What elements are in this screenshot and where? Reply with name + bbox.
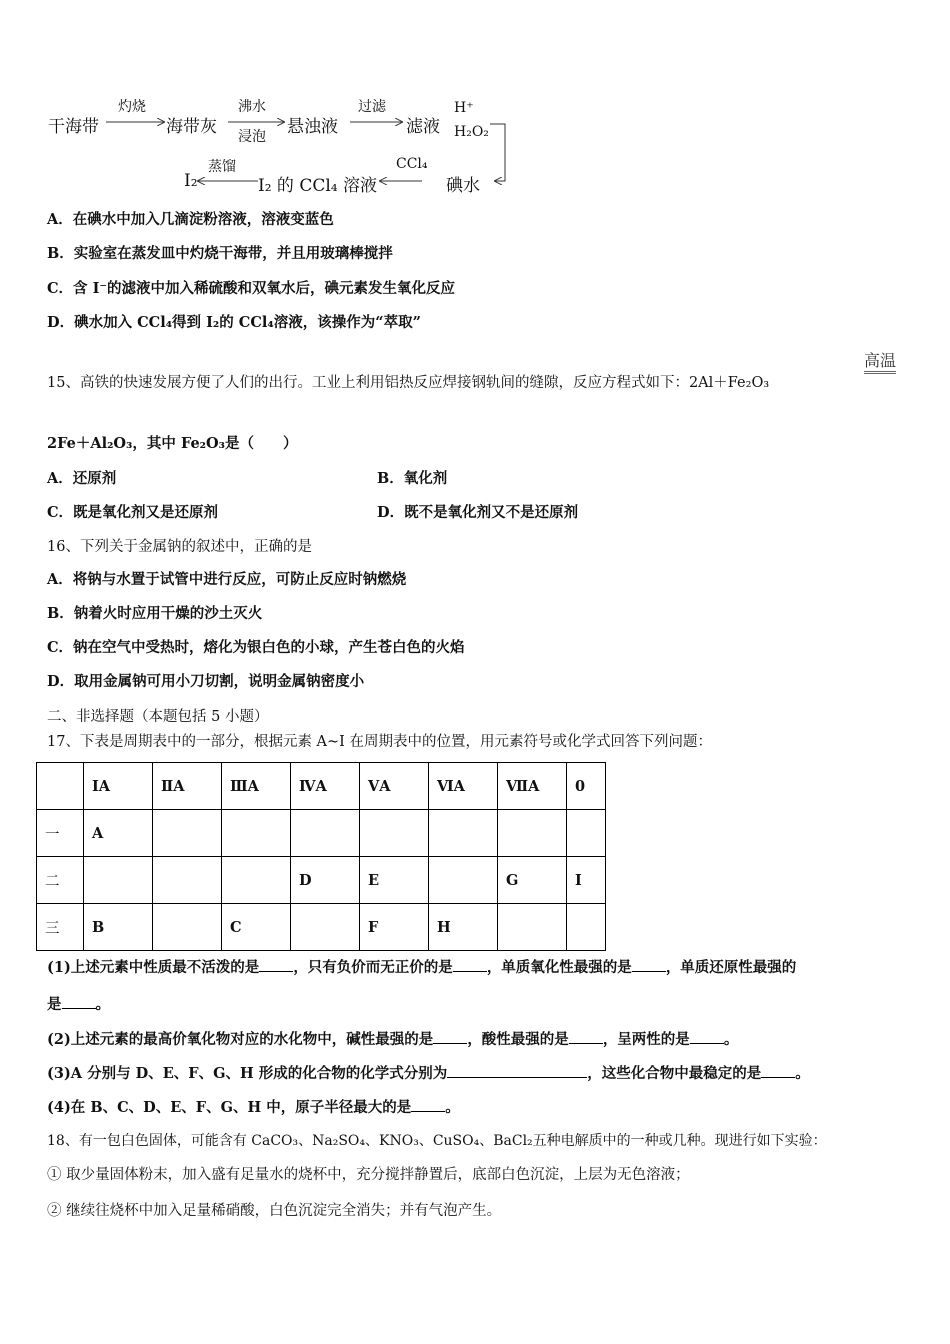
- period-label: 三: [37, 904, 84, 951]
- table-row: [37, 904, 606, 951]
- q14-option-d: D．碘水加入 CCl₄得到 I₂的 CCl₄溶液，该操作为“萃取”: [47, 314, 421, 331]
- section-heading: 二、非选择题（本题包括 5 小题）: [47, 709, 269, 725]
- q17-part-1: [47, 957, 796, 978]
- node-iodine-ccl4-solution: I₂ 的 CCl₄ 溶液: [258, 176, 378, 196]
- node-suspension: 悬浊液: [287, 117, 338, 137]
- answer-blank[interactable]: [632, 957, 666, 972]
- q15-stem: 15、高铁的快速发展方便了人们的出行。工业上利用铝热反应焊接钢轨间的缝隙，反应方程式如下：2Al＋Fe₂O₃: [47, 375, 770, 391]
- table-cell: D: [291, 857, 360, 904]
- table-cell: [291, 904, 360, 951]
- q16-stem: 16、下列关于金属钠的叙述中，正确的是: [47, 539, 312, 555]
- q15-option-c: C．既是氧化剂又是还原剂: [47, 504, 219, 521]
- step-ccl4: CCl₄: [396, 156, 428, 172]
- q17-part-2: [47, 1029, 738, 1050]
- q15-option-d: D．既不是氧化剂又不是还原剂: [377, 504, 579, 521]
- table-header-cell: ⅡA: [153, 763, 222, 810]
- table-cell: [360, 810, 429, 857]
- answer-blank[interactable]: [259, 957, 293, 972]
- q17-p3-text-a: (3)A 分别与 D、E、F、G、H 形成的化合物的化学式分别为: [47, 1065, 448, 1082]
- reagent-peroxide: H₂O₂: [454, 124, 489, 140]
- table-cell: G: [498, 857, 567, 904]
- q17-p1-text-f: 。: [95, 996, 110, 1013]
- table-cell: [498, 904, 567, 951]
- node-iodine-water: 碘水: [446, 176, 480, 196]
- step-boil: 沸水: [238, 99, 266, 115]
- q18-step-2: ② 继续往烧杯中加入足量稀硝酸，白色沉淀完全消失；并有气泡产生。: [47, 1203, 502, 1219]
- table-cell: B: [84, 904, 153, 951]
- q17-p2-text-d: 。: [723, 1031, 739, 1048]
- answer-blank[interactable]: [453, 957, 487, 972]
- table-cell: F: [360, 904, 429, 951]
- table-header-cell: ⅠA: [84, 763, 153, 810]
- step-distill: 蒸馏: [208, 159, 236, 175]
- table-header-cell: ⅣA: [291, 763, 360, 810]
- table-cell: [37, 763, 84, 810]
- q17-p2-text-c: ，呈两性的是: [602, 1031, 690, 1048]
- q18-step-1: ① 取少量固体粉末，加入盛有足量水的烧杯中，充分搅拌静置后，底部白色沉淀，上层为无色溶液；: [47, 1167, 690, 1183]
- answer-blank[interactable]: [690, 1029, 724, 1044]
- q17-part-4: [47, 1097, 460, 1118]
- node-dry-kelp: 干海带: [48, 117, 99, 137]
- q17-p1-text-a: (1)上述元素中性质最不活泼的是: [47, 959, 260, 976]
- step-burn: 灼烧: [118, 99, 146, 115]
- answer-blank[interactable]: [433, 1029, 467, 1044]
- answer-blank[interactable]: [569, 1029, 603, 1044]
- q17-p4-text-a: (4)在 B、C、D、E、F、G、H 中，原子半径最大的是: [47, 1099, 412, 1116]
- q17-part-1-continued: [47, 994, 110, 1015]
- step-filter: 过滤: [358, 99, 386, 115]
- reagent-acid: H⁺: [454, 100, 474, 116]
- q16-option-b: B．钠着火时应用干燥的沙土灭火: [47, 605, 263, 622]
- table-cell: I: [567, 857, 606, 904]
- table-cell: A: [84, 810, 153, 857]
- table-cell: [153, 857, 222, 904]
- q15-stem-continued: 2Fe＋Al₂O₃，其中 Fe₂O₃是（ ）: [47, 435, 298, 452]
- table-cell: [567, 904, 606, 951]
- table-header-cell: ⅦA: [498, 763, 567, 810]
- q18-stem: 18、有一包白色固体，可能含有 CaCO₃、Na₂SO₄、KNO₃、CuSO₄、BaCl₂五种电解质中的一种或几种。现进行如下实验：: [47, 1133, 827, 1149]
- q16-option-a: A．将钠与水置于试管中进行反应，可防止反应时钠燃烧: [47, 571, 407, 588]
- q16-option-d: D．取用金属钠可用小刀切割，说明金属钠密度小: [47, 673, 365, 690]
- answer-blank[interactable]: [62, 994, 96, 1009]
- node-filtrate: 滤液: [406, 117, 440, 137]
- table-header-cell: ⅢA: [222, 763, 291, 810]
- table-cell: [222, 857, 291, 904]
- table-cell: [153, 810, 222, 857]
- q17-p1-text-b: ，只有负价而无正价的是: [293, 959, 453, 976]
- table-row: [37, 810, 606, 857]
- answer-blank[interactable]: [411, 1097, 445, 1112]
- q17-p4-text-b: 。: [445, 1099, 460, 1116]
- table-cell: [222, 810, 291, 857]
- q17-p1-text-c: ，单质氧化性最强的是: [486, 959, 632, 976]
- reaction-condition-high-temp: 高温: [864, 348, 896, 374]
- q14-option-a: A．在碘水中加入几滴淀粉溶液，溶液变蓝色: [47, 211, 334, 228]
- table-header-cell: 0: [567, 763, 606, 810]
- q16-option-c: C．钠在空气中受热时，熔化为银白色的小球，产生苍白色的火焰: [47, 639, 465, 656]
- periodic-table-fragment: [36, 762, 606, 951]
- period-label: 二: [37, 857, 84, 904]
- iodine-extraction-flowchart: [40, 92, 520, 202]
- table-cell: C: [222, 904, 291, 951]
- q17-p3-text-b: ，这些化合物中最稳定的是: [587, 1065, 762, 1082]
- q17-p3-text-c: 。: [795, 1065, 810, 1082]
- table-cell: [429, 857, 498, 904]
- table-cell: [567, 810, 606, 857]
- table-cell: H: [429, 904, 498, 951]
- q15-option-a: A．还原剂: [47, 470, 117, 487]
- q14-option-b: B．实验室在蒸发皿中灼烧干海带，并且用玻璃棒搅拌: [47, 245, 393, 262]
- period-label: 一: [37, 810, 84, 857]
- table-cell: [84, 857, 153, 904]
- table-cell: [291, 810, 360, 857]
- q17-p1-text-e: 是: [47, 996, 62, 1013]
- q17-stem: 17、下表是周期表中的一部分，根据元素 A~I 在周期表中的位置，用元素符号或化学式回答下列问题：: [47, 734, 713, 750]
- table-header-row: [37, 763, 606, 810]
- answer-blank[interactable]: [447, 1063, 587, 1078]
- table-header-cell: ⅤA: [360, 763, 429, 810]
- table-row: [37, 857, 606, 904]
- q17-p1-text-d: ，单质还原性最强的: [665, 959, 797, 976]
- table-header-cell: ⅥA: [429, 763, 498, 810]
- table-cell: [153, 904, 222, 951]
- table-cell: [429, 810, 498, 857]
- table-cell: [498, 810, 567, 857]
- q17-part-3: [47, 1063, 810, 1084]
- answer-blank[interactable]: [761, 1063, 795, 1078]
- arrow-4: [490, 124, 505, 181]
- step-soak: 浸泡: [238, 129, 266, 145]
- q17-p2-text-b: ，酸性最强的是: [467, 1031, 569, 1048]
- q15-option-b: B．氧化剂: [377, 470, 448, 487]
- q14-option-c: C．含 I⁻的滤液中加入稀硫酸和双氧水后，碘元素发生氧化反应: [47, 280, 456, 297]
- node-iodine: I₂: [184, 171, 198, 191]
- table-cell: E: [360, 857, 429, 904]
- node-kelp-ash: 海带灰: [166, 117, 217, 137]
- q17-p2-text-a: (2)上述元素的最高价氧化物对应的水化物中，碱性最强的是: [47, 1031, 434, 1048]
